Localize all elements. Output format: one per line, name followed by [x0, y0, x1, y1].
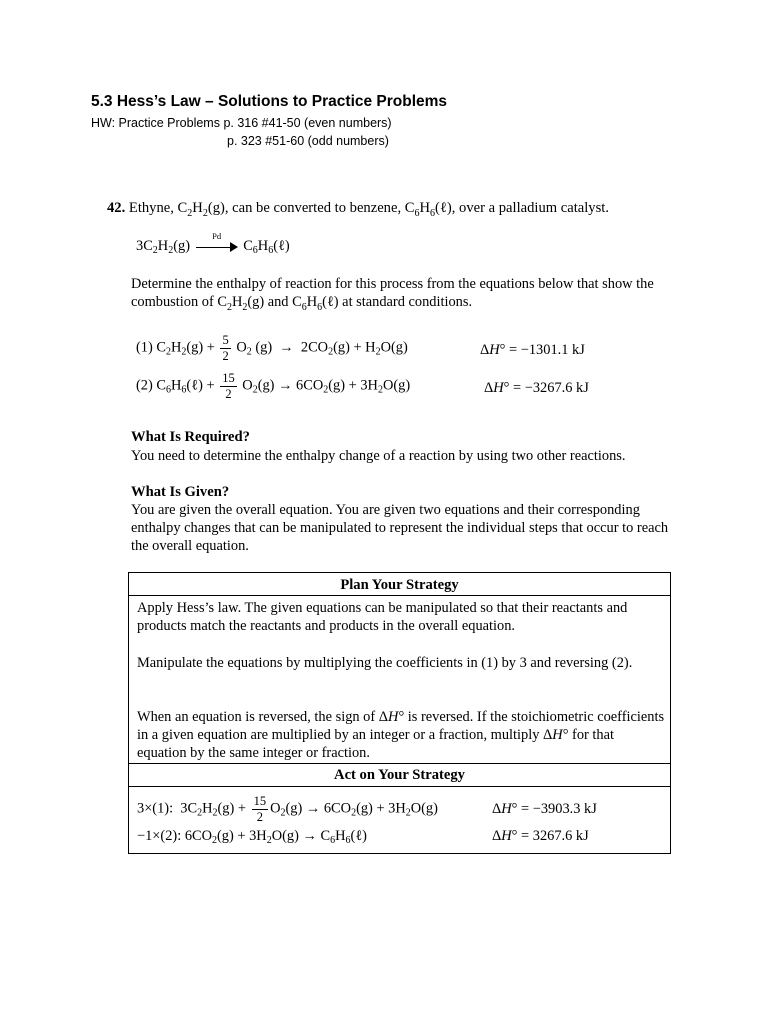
plan-paragraph-1: Apply Hess’s law. The given equations can be manipulated so that their reactants and products match the reactants and products in the overall equation.	[137, 600, 628, 634]
act-equation-1-enthalpy: ΔH° = −3903.3 kJ	[492, 801, 597, 817]
act-equation-1: 3×(1): $3C_2H_2(g)$ + $\frac{15}{2}$ $O_2(g) \to 6CO_2(g) + 3H_2O(g)$	[137, 794, 438, 824]
required-heading: What Is Required?	[131, 429, 250, 445]
equation-2: (2) $C_6H_6(\ell)$ + $\frac{15}{2}$ $O_2(g) \to 6CO_2(g) + 3H_2O(g)$	[136, 371, 411, 401]
page-title: 5.3 Hess’s Law – Solutions to Practice Problems	[91, 93, 448, 110]
act-equation-2: −1×(2): $6CO_2(g) + 3H_2O(g)$ → $C_6H_6(\ell)$	[137, 828, 367, 846]
question-heading	[107, 200, 609, 219]
strategy-table	[128, 572, 671, 854]
homework-line-1: HW: Practice Problems p. 316 #41-50 (even numbers)	[91, 116, 392, 130]
plan-paragraph-2: Manipulate the equations by multiplying the coefficients in (1) by 3 and reversing (2).	[137, 655, 633, 671]
question-number: 42.	[107, 200, 126, 216]
overall-equation: $3C_2H_2(g)$ Pd $C_6H_6(\ell)$	[136, 230, 290, 256]
equation-1-enthalpy: ΔH° = −1301.1 kJ	[480, 342, 585, 358]
act-equation-2-enthalpy: ΔH° = 3267.6 kJ	[492, 828, 589, 844]
fraction-15-2-act: $\frac{15}{2}$	[253, 794, 267, 824]
fraction-15-2: $\frac{15}{2}$	[222, 371, 235, 401]
question-text: Ethyne, $C_2H_2(g)$, can be converted to benzene, $C_6H_6(\ell)$, over a palladium catalyst.	[128, 200, 609, 219]
homework-line-2: p. 323 #51-60 (odd numbers)	[227, 134, 389, 148]
question-intro: Determine the enthalpy of reaction for this process from the equations below that show the combustion of $C_2H_2(g)$ and $C_6H_6(\ell)$ at standard conditions.	[131, 276, 654, 313]
reaction-arrow	[196, 230, 238, 252]
required-text: You need to determine the enthalpy change of a reaction by using two other reactions.	[131, 448, 626, 464]
act-strategy-heading: Act on Your Strategy	[334, 767, 465, 783]
given-heading: What Is Given?	[131, 484, 230, 500]
equation-2-enthalpy: ΔH° = −3267.6 kJ	[484, 380, 589, 396]
plan-strategy-heading: Plan Your Strategy	[340, 577, 459, 593]
given-text: You are given the overall equation. You are given two equations and their corresponding enthalpy changes that can be manipulated to represent the individual steps that occur to reach the overall equation.	[131, 502, 669, 554]
equation-1: (1) $C_2H_2(g)$ + $\frac{5}{2}$ $O_2$ $(g) \to 2CO_2(g) + H_2O(g)$	[136, 333, 408, 363]
catalyst-label: Pd	[212, 230, 222, 241]
fraction-5-2: $\frac{5}{2}$	[222, 333, 229, 363]
plan-paragraph-3: When an equation is reversed, the sign of ΔH° is reversed. If the stoichiometric coefficients in a given equation are multiplied by an integer or a fraction, multiply ΔH° for that equation by the same integer or fraction.	[137, 709, 665, 761]
